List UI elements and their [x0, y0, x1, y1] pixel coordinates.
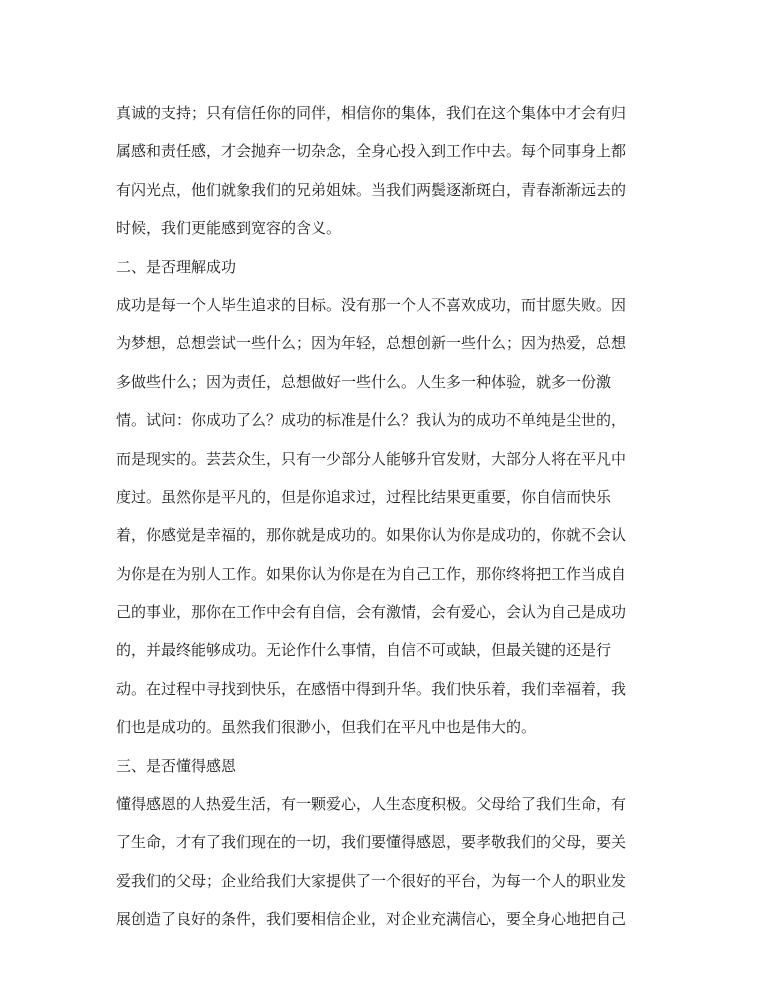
text-line: 己的事业，那你在工作中会有自信，会有激情，会有爱心，会认为自己是成功 [116, 603, 627, 622]
text-line: 的，并最终能够成功。无论作什么事情，自信不可或缺，但最关键的还是行 [116, 641, 612, 660]
text-line: 们也是成功的。虽然我们很渺小，但我们在平凡中也是伟大的。 [116, 718, 537, 737]
text-line: 爱我们的父母；企业给我们大家提供了一个很好的平台，为每一个人的职业发 [116, 871, 627, 890]
text-line: 多做些什么；因为责任，总想做好一些什么。人生多一种体验，就多一份激 [116, 372, 612, 391]
text-line: 着，你感觉是幸福的，那你就是成功的。如果你认为你是成功的，你就不会认 [116, 526, 627, 545]
text-line: 时候，我们更能感到宽容的含义。 [116, 219, 342, 238]
text-line: 懂得感恩的人热爱生活，有一颗爱心，人生态度积极。父母给了我们生命，有 [116, 795, 627, 814]
text-line: 属感和责任感，才会抛弃一切杂念，全身心投入到工作中去。每个同事身上都 [116, 142, 627, 161]
text-line: 度过。虽然你是平凡的，但是你追求过，过程比结果更重要，你自信而快乐 [116, 487, 612, 506]
text-line: 了生命，才有了我们现在的一切，我们要懂得感恩，要孝敬我们的父母，要关 [116, 833, 627, 852]
text-line: 情。试问：你成功了么？成功的标准是什么？我认为的成功不单纯是尘世的， [116, 411, 627, 430]
text-line: 为你是在为别人工作。如果你认为你是在为自己工作，那你终将把工作当成自 [116, 564, 627, 583]
text-line: 而是现实的。芸芸众生，只有一少部分人能够升官发财，大部分人将在平凡中 [116, 449, 627, 468]
text-line: 展创造了良好的条件，我们要相信企业，对企业充满信心，要全身心地把自己 [116, 910, 627, 929]
section-heading: 二、是否理解成功 [116, 257, 237, 276]
text-line: 动。在过程中寻找到快乐，在感悟中得到升华。我们快乐着，我们幸福着，我 [116, 679, 627, 698]
text-line: 成功是每一个人毕生追求的目标。没有那一个人不喜欢成功，而甘愿失败。因 [116, 295, 627, 314]
section-heading: 三、是否懂得感恩 [116, 756, 237, 775]
body-text [116, 94, 656, 939]
text-line: 有闪光点，他们就象我们的兄弟姐妹。当我们两鬓逐渐斑白，青春渐渐远去的 [116, 180, 627, 199]
text-line: 真诚的支持；只有信任你的同伴，相信你的集体，我们在这个集体中才会有归 [116, 104, 627, 122]
text-line: 为梦想，总想尝试一些什么；因为年轻，总想创新一些什么；因为热爱，总想 [116, 334, 627, 353]
